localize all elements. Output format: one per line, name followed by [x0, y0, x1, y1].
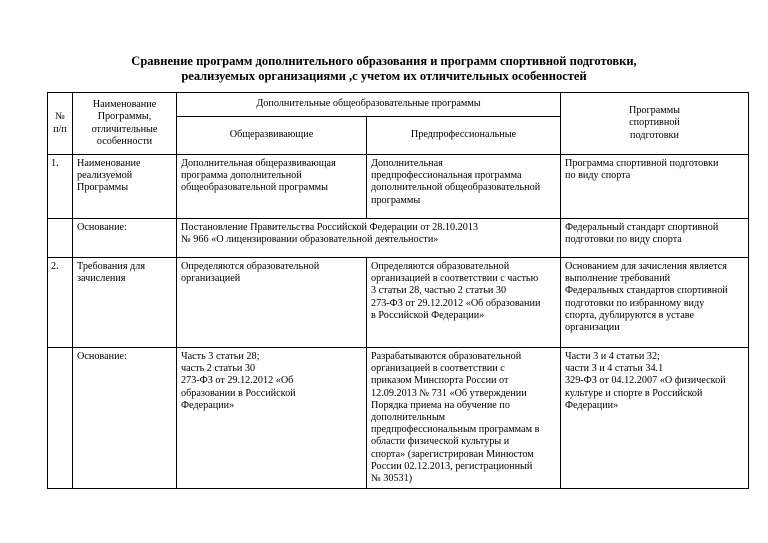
table-row	[48, 219, 749, 258]
cell-sport: Части 3 и 4 статьи 32; части 3 и 4 статьи 34.1 329-ФЗ от 04.12.2007 «О физической культуре и спорте в Российской Федерации»	[561, 348, 749, 489]
row-name: Основание:	[73, 348, 177, 489]
cell-sport: Основанием для зачисления является выполнение требований Федеральных стандартов спортивной подготовки по избранному виду спорта, дублируются в уставе организации	[561, 258, 749, 348]
row-name: Основание:	[73, 219, 177, 258]
cell-preprof: Дополнительная предпрофессиональная программа дополнительной общеобразовательной программы	[367, 155, 561, 219]
cell-merged: Постановление Правительства Российской Федерации от 28.10.2013 № 966 «О лицензировании образовательной деятельности»	[177, 219, 561, 258]
row-number: 1.	[48, 155, 73, 219]
cell-general: Часть 3 статьи 28; часть 2 статьи 30 273-ФЗ от 29.12.2012 «Об образовании в Российской Федерации»	[177, 348, 367, 489]
header-name: Наименование Программы, отличительные особенности	[73, 93, 177, 155]
header-general-group: Дополнительные общеобразовательные программы	[177, 93, 561, 117]
table-row	[48, 258, 749, 348]
table-row	[48, 155, 749, 219]
cell-general: Дополнительная общеразвивающая программа дополнительной общеобразовательной программы	[177, 155, 367, 219]
cell-sport: Федеральный стандарт спортивной подготовки по виду спорта	[561, 219, 749, 258]
header-preprof: Предпрофессиональные	[367, 117, 561, 155]
table-row	[48, 348, 749, 489]
row-name: Требования для зачисления	[73, 258, 177, 348]
header-row-1	[48, 93, 749, 117]
row-number	[48, 348, 73, 489]
header-general: Общеразвивающие	[177, 117, 367, 155]
cell-preprof: Разрабатываются образовательной организацией в соответствии с приказом Минспорта России от 12.09.2013 № 731 «Об утверждении Порядка приема на обучение по дополнительным предпрофессиональным программам в области физической культуры и спорта» (зарегистрирован Минюстом России 02.12.2013, регистрационный № 30531)	[367, 348, 561, 489]
title-line-1: Сравнение программ дополнительного образования и программ спортивной подготовки,	[131, 54, 637, 68]
page-title	[0, 54, 768, 84]
title-line-2: реализуемых организациями ,с учетом их отличительных особенностей	[181, 69, 587, 83]
comparison-table	[47, 92, 749, 489]
header-num: № п/п	[48, 93, 73, 155]
header-sport: Программы спортивной подготовки	[561, 93, 749, 155]
cell-preprof: Определяются образовательной организацией в соответствии с частью 3 статьи 28, частью 2 статьи 30 273-ФЗ от 29.12.2012 «Об образовании в Российской Федерации»	[367, 258, 561, 348]
row-number: 2.	[48, 258, 73, 348]
cell-general: Определяются образовательной организацией	[177, 258, 367, 348]
row-number	[48, 219, 73, 258]
row-name: Наименование реализуемой Программы	[73, 155, 177, 219]
cell-sport: Программа спортивной подготовки по виду спорта	[561, 155, 749, 219]
